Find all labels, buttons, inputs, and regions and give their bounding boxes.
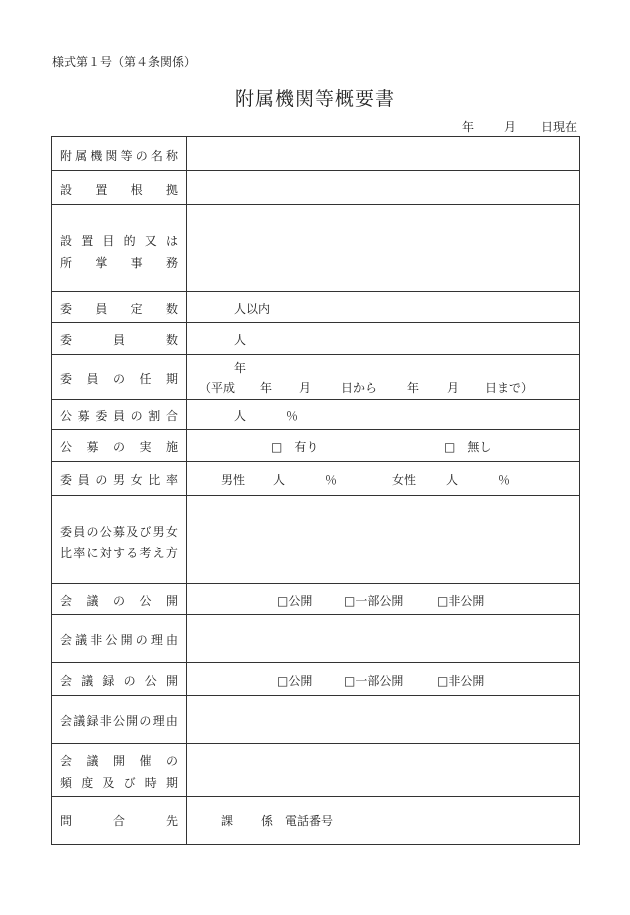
row-purpose [52,204,579,291]
label-char: 非 [99,714,112,728]
label-char: 先 [165,814,178,828]
label-char: 設 [60,234,73,248]
row-term-label [52,355,187,399]
label-char: の [95,473,108,487]
label-line [60,631,178,648]
label-char: 議 [75,633,88,647]
meeting-open-partial-checkbox[interactable]: □一部公開 [344,594,404,608]
label-char: の [112,594,125,608]
row-name-label [52,137,187,170]
label-char: び [139,525,152,539]
label-char: 員 [86,372,99,386]
label-char: 的 [123,234,136,248]
label-char: 員 [112,333,125,347]
label-char: 又 [144,234,157,248]
label-char: 頻 [60,776,73,790]
label-char: 附 [60,149,73,163]
label-char: 機 [90,149,103,163]
label-line [60,254,178,271]
minutes-open-closed-checkbox[interactable]: □非公開 [437,674,485,688]
label-char: 合 [112,814,125,828]
label-char: 員 [95,302,108,316]
gender-male-label: 男性 [221,473,246,487]
label-char: の [165,754,178,768]
label-line [60,592,178,609]
meeting-open-value-cell [187,584,579,614]
label-char: 女 [130,473,143,487]
public-impl-yes-checkbox[interactable]: □ 有り [271,440,319,454]
members-value-cell[interactable] [187,323,579,354]
label-char: 非 [90,633,103,647]
term-to-year: 年 [407,381,420,395]
label-char: 公 [60,440,73,454]
label-char: 員 [112,409,125,423]
row-name [52,137,579,170]
purpose-value-cell[interactable] [187,205,579,291]
label-char: 実 [139,440,152,454]
term-era: （平成 [199,381,236,395]
row-purpose-label [52,205,187,291]
row-meeting-open-label [52,584,187,614]
row-basis [52,170,579,204]
label-char: の [123,674,136,688]
form-number: 様式第１号（第４条関係） [52,55,197,69]
label-char: 置 [81,234,94,248]
label-char: 男 [112,473,125,487]
label-char: 時 [144,776,157,790]
label-char: す [112,546,125,560]
label-char: 公 [112,714,125,728]
label-char: 由 [165,633,178,647]
row-meeting-closed-reason-label [52,615,187,662]
label-char: 会 [60,714,73,728]
label-line [60,147,178,164]
label-char: 関 [105,149,118,163]
label-char: 委 [60,333,73,347]
approach-value-cell[interactable] [187,496,579,583]
row-term [52,354,579,399]
term-from-month: 月 [299,381,312,395]
label-char: 数 [165,302,178,316]
label-char: 公 [105,633,118,647]
label-char: 会 [60,594,73,608]
label-char: 議 [86,754,99,768]
label-char: 録 [102,674,115,688]
term-years: 年 [234,361,247,375]
label-line [60,752,178,769]
document-title: 附属機関等概要書 [234,88,395,110]
term-to-month: 月 [447,381,460,395]
label-line [60,672,178,689]
row-approach-label [52,496,187,583]
row-frequency [52,743,579,796]
label-char: の [130,409,143,423]
row-frequency-label [52,744,187,796]
label-char: 録 [86,714,99,728]
label-char: 委 [60,473,73,487]
row-public-ratio-label [52,400,187,429]
row-members [52,322,579,354]
label-char: え [152,546,165,560]
label-char: の [135,149,148,163]
label-char: 称 [165,149,178,163]
label-char: 公 [139,594,152,608]
date-day: 日現在 [541,120,578,134]
row-approach [52,495,579,583]
label-char: の [139,714,152,728]
meeting-open-closed-checkbox[interactable]: □非公開 [437,594,485,608]
label-char: 公 [60,409,73,423]
label-line [60,300,178,317]
label-char: 会 [60,633,73,647]
label-char: 定 [130,302,143,316]
label-char: 理 [150,633,163,647]
row-minutes-closed-reason-label [52,696,187,743]
label-char: 務 [165,256,178,270]
public-impl-value-cell [187,430,579,461]
label-char: 募 [86,440,99,454]
public-ratio-unit: 人 [234,409,247,423]
members-unit: 人 [234,333,247,347]
label-char: 議 [73,714,86,728]
label-char: 開 [120,633,133,647]
label-char: 等 [120,149,133,163]
label-line [60,712,178,729]
label-char: 根 [130,183,143,197]
label-char: 議 [81,674,94,688]
label-char: 委 [60,302,73,316]
label-line [60,181,178,198]
name-value-cell[interactable] [187,137,579,170]
label-char: に [86,546,99,560]
date-month: 月 [504,120,517,134]
row-meeting-open [52,583,579,614]
gender-female-unit: 人 [446,473,459,487]
row-minutes-open-label [52,663,187,695]
label-char: 目 [102,234,115,248]
label-char: 名 [150,149,163,163]
label-line [60,471,178,488]
label-char: び [123,776,136,790]
label-char: 率 [165,473,178,487]
row-members-label [52,323,187,354]
label-char: 掌 [95,256,108,270]
label-char: 開 [165,674,178,688]
label-char: 会 [60,674,73,688]
summary-form-table [51,136,580,845]
label-char: 開 [112,754,125,768]
gender-female-label: 女性 [392,473,417,487]
label-char: 員 [77,473,90,487]
label-char: 期 [165,372,178,386]
gender-value-cell[interactable] [187,462,579,495]
label-char: る [126,546,139,560]
label-char: 数 [165,333,178,347]
label-char: 設 [60,183,73,197]
row-minutes-open [52,662,579,695]
label-line [60,774,178,791]
basis-value-cell[interactable] [187,171,579,204]
label-char: 公 [144,674,157,688]
label-char: 理 [152,714,165,728]
label-char: 委 [60,372,73,386]
row-contact-label [52,797,187,844]
label-char: 事 [130,256,143,270]
label-char: 募 [77,409,90,423]
minutes-open-public-checkbox[interactable]: □公開 [277,674,313,688]
label-char: の [86,525,99,539]
label-char: 委 [95,409,108,423]
term-value-cell[interactable] [187,355,579,399]
label-char: の [135,633,148,647]
label-char: 開 [165,594,178,608]
label-char: 募 [112,525,125,539]
label-char: 属 [75,149,88,163]
label-char: 公 [99,525,112,539]
label-line [60,407,178,424]
meeting-closed-reason-value-cell[interactable] [187,615,579,662]
label-char: 女 [165,525,178,539]
label-char: 所 [60,256,73,270]
label-char: 方 [165,546,178,560]
label-line [60,331,178,348]
label-char: 員 [73,525,86,539]
label-char: 率 [73,546,86,560]
row-contact [52,796,579,844]
label-char: 対 [99,546,112,560]
label-char: 催 [139,754,152,768]
label-char: は [165,234,178,248]
label-line [60,812,178,829]
label-char: 割 [148,409,161,423]
label-char: 比 [148,473,161,487]
label-char: 開 [126,714,139,728]
label-char: 及 [102,776,115,790]
term-to-day: 日まで） [485,381,534,395]
label-char: 委 [60,525,73,539]
minutes-open-partial-checkbox[interactable]: □一部公開 [344,674,404,688]
label-line [60,544,178,561]
contact-value-cell[interactable] [187,797,579,844]
public-ratio-value-cell[interactable] [187,400,579,429]
contact-subsection: 係 [261,814,274,828]
label-char: 期 [165,776,178,790]
row-quota-label [52,292,187,322]
label-char: 考 [139,546,152,560]
row-gender-label [52,462,187,495]
label-char: の [112,440,125,454]
minutes-open-value-cell [187,663,579,695]
meeting-open-public-checkbox[interactable]: □公開 [277,594,313,608]
row-public-impl-label [52,430,187,461]
label-char: 及 [126,525,139,539]
label-char: 男 [152,525,165,539]
label-char: 比 [60,546,73,560]
label-char: 任 [139,372,152,386]
date-year: 年 [462,120,475,134]
label-char: 議 [86,594,99,608]
label-char: 置 [95,183,108,197]
label-char: 拠 [165,183,178,197]
term-from-year: 年 [260,381,273,395]
label-char: 由 [165,714,178,728]
contact-section: 課 [221,814,234,828]
label-line [60,523,178,540]
public-ratio-percent: ％ [286,409,299,423]
row-quota [52,291,579,322]
row-gender-ratio [52,461,579,495]
row-minutes-closed-reason [52,695,579,743]
row-meeting-closed-reason [52,614,579,662]
label-line [60,232,178,249]
frequency-value-cell[interactable] [187,744,579,796]
label-line [60,438,178,455]
label-char: 会 [60,754,73,768]
row-basis-label [52,171,187,204]
gender-male-unit: 人 [273,473,286,487]
quota-unit: 人以内 [234,302,271,316]
gender-male-percent: ％ [325,473,338,487]
gender-female-percent: ％ [498,473,511,487]
label-char: 合 [165,409,178,423]
quota-value-cell[interactable] [187,292,579,322]
row-public-ratio [52,399,579,429]
label-char: 施 [165,440,178,454]
label-char: の [112,372,125,386]
public-impl-no-checkbox[interactable]: □ 無し [444,440,492,454]
label-char: 度 [81,776,94,790]
contact-phone-label: 電話番号 [285,814,334,828]
label-char: 問 [60,814,73,828]
term-from-day: 日から [341,381,378,395]
row-public-implementation [52,429,579,461]
label-line [60,370,178,387]
minutes-closed-reason-value-cell[interactable] [187,696,579,743]
